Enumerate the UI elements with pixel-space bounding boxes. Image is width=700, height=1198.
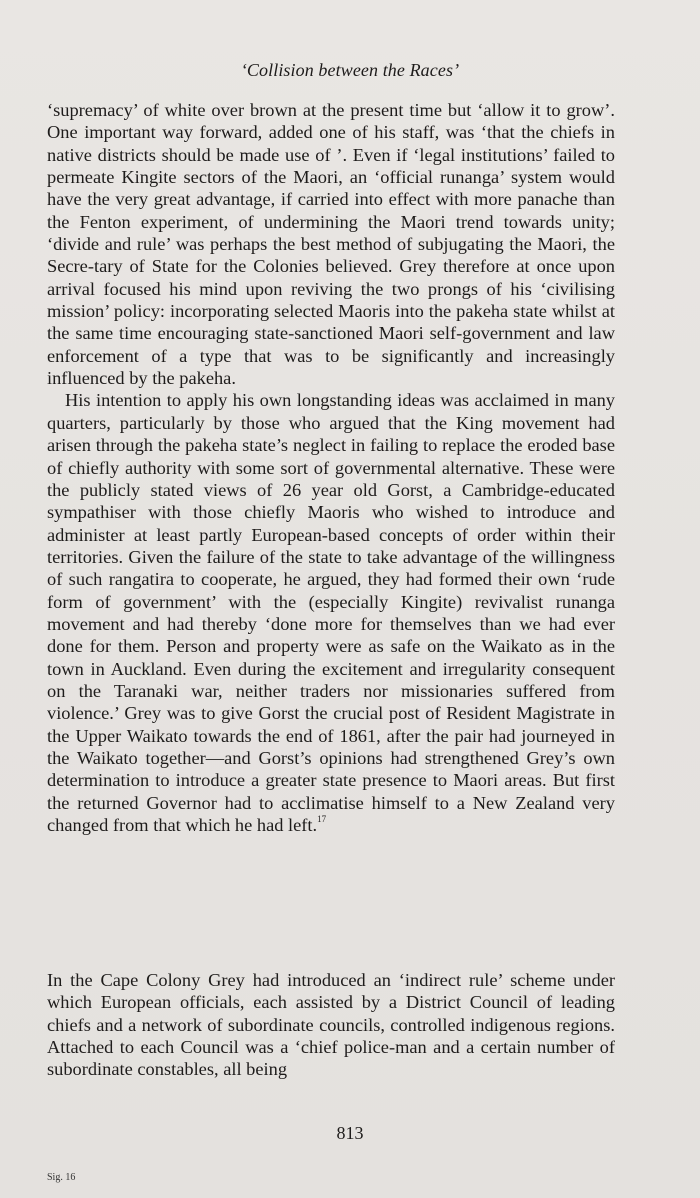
paragraph-gorst-text: His intention to apply his own longstanding ideas was acclaimed in many quarters, particularly by those who argued that the King movement had arisen through the pakeha state’s neglect in failing to replace the eroded base of chiefly authority with some sort of governmental alternative. These were the publicly stated views of 26 year old Gorst, a Cambridge-educated sympathiser with those chiefly Maoris who wished to introduce and administer at least partly European-based concepts of order within their territories. Given the failure of the state to take advantage of the willingness of such rangatira to cooperate, he argued, they had formed their own ‘rude form of government’ with the (especially Kingite) revivalist runanga movement and had thereby ‘done more for themselves than we had ever done for them. Person and property were as safe on the Waikato as in the town in Auckland. Even during the excitement and irregularity consequent on the Taranaki war, neither traders nor missionaries suffered from violence.’ Grey was to give Gorst the crucial post of Resident Magistrate in the Upper Waikato towards the end of 1861, after the pair had journeyed in the Waikato together—and Gorst’s opinions had strengthened Grey’s own determination to introduce a greater state presence to Maori areas. But first the returned Governor had to acclimatise himself to a New Zealand very changed from that which he had left. (47, 390, 615, 835)
running-head: ‘Collision between the Races’ (240, 60, 460, 80)
signature-mark: Sig. 16 (47, 1172, 76, 1183)
main-text (47, 99, 615, 839)
page-number: 813 (336, 1123, 364, 1143)
section-text (47, 969, 615, 1081)
paragraph-gorst (47, 389, 615, 839)
paragraph-continued: ‘supremacy’ of white over brown at the present time but ‘allow it to grow’. One important way forward, added one of his staff, was ‘that the chiefs in native districts should be made use of ’. Even if ‘legal institutions’ failed to permeate Kingite sectors of the Maori, an ‘official runanga’ system would have the very great advantage, if carried into effect with more panache than the Fenton experiment, of undermining the Maori trend towards unity; ‘divide and rule’ was perhaps the best method of subjugating the Maori, the Secre-tary of State for the Colonies believed. Grey therefore at once upon arrival focused his mind upon reviving the two prongs of his ‘civilising mission’ policy: incorporating selected Maoris into the pakeha state whilst at the same time encouraging state-sanctioned Maori self-government and law enforcement of a type that was to be significantly and increasingly influenced by the pakeha. (47, 100, 615, 389)
footnote-reference[interactable]: 17 (317, 814, 327, 824)
paragraph-cape-colony: In the Cape Colony Grey had introduced an ‘indirect rule’ scheme under which European officials, each assisted by a District Council of leading chiefs and a network of subordinate councils, controlled indigenous regions. Attached to each Council was a ‘chief police-man and a certain number of subordinate constables, all being (47, 970, 615, 1080)
